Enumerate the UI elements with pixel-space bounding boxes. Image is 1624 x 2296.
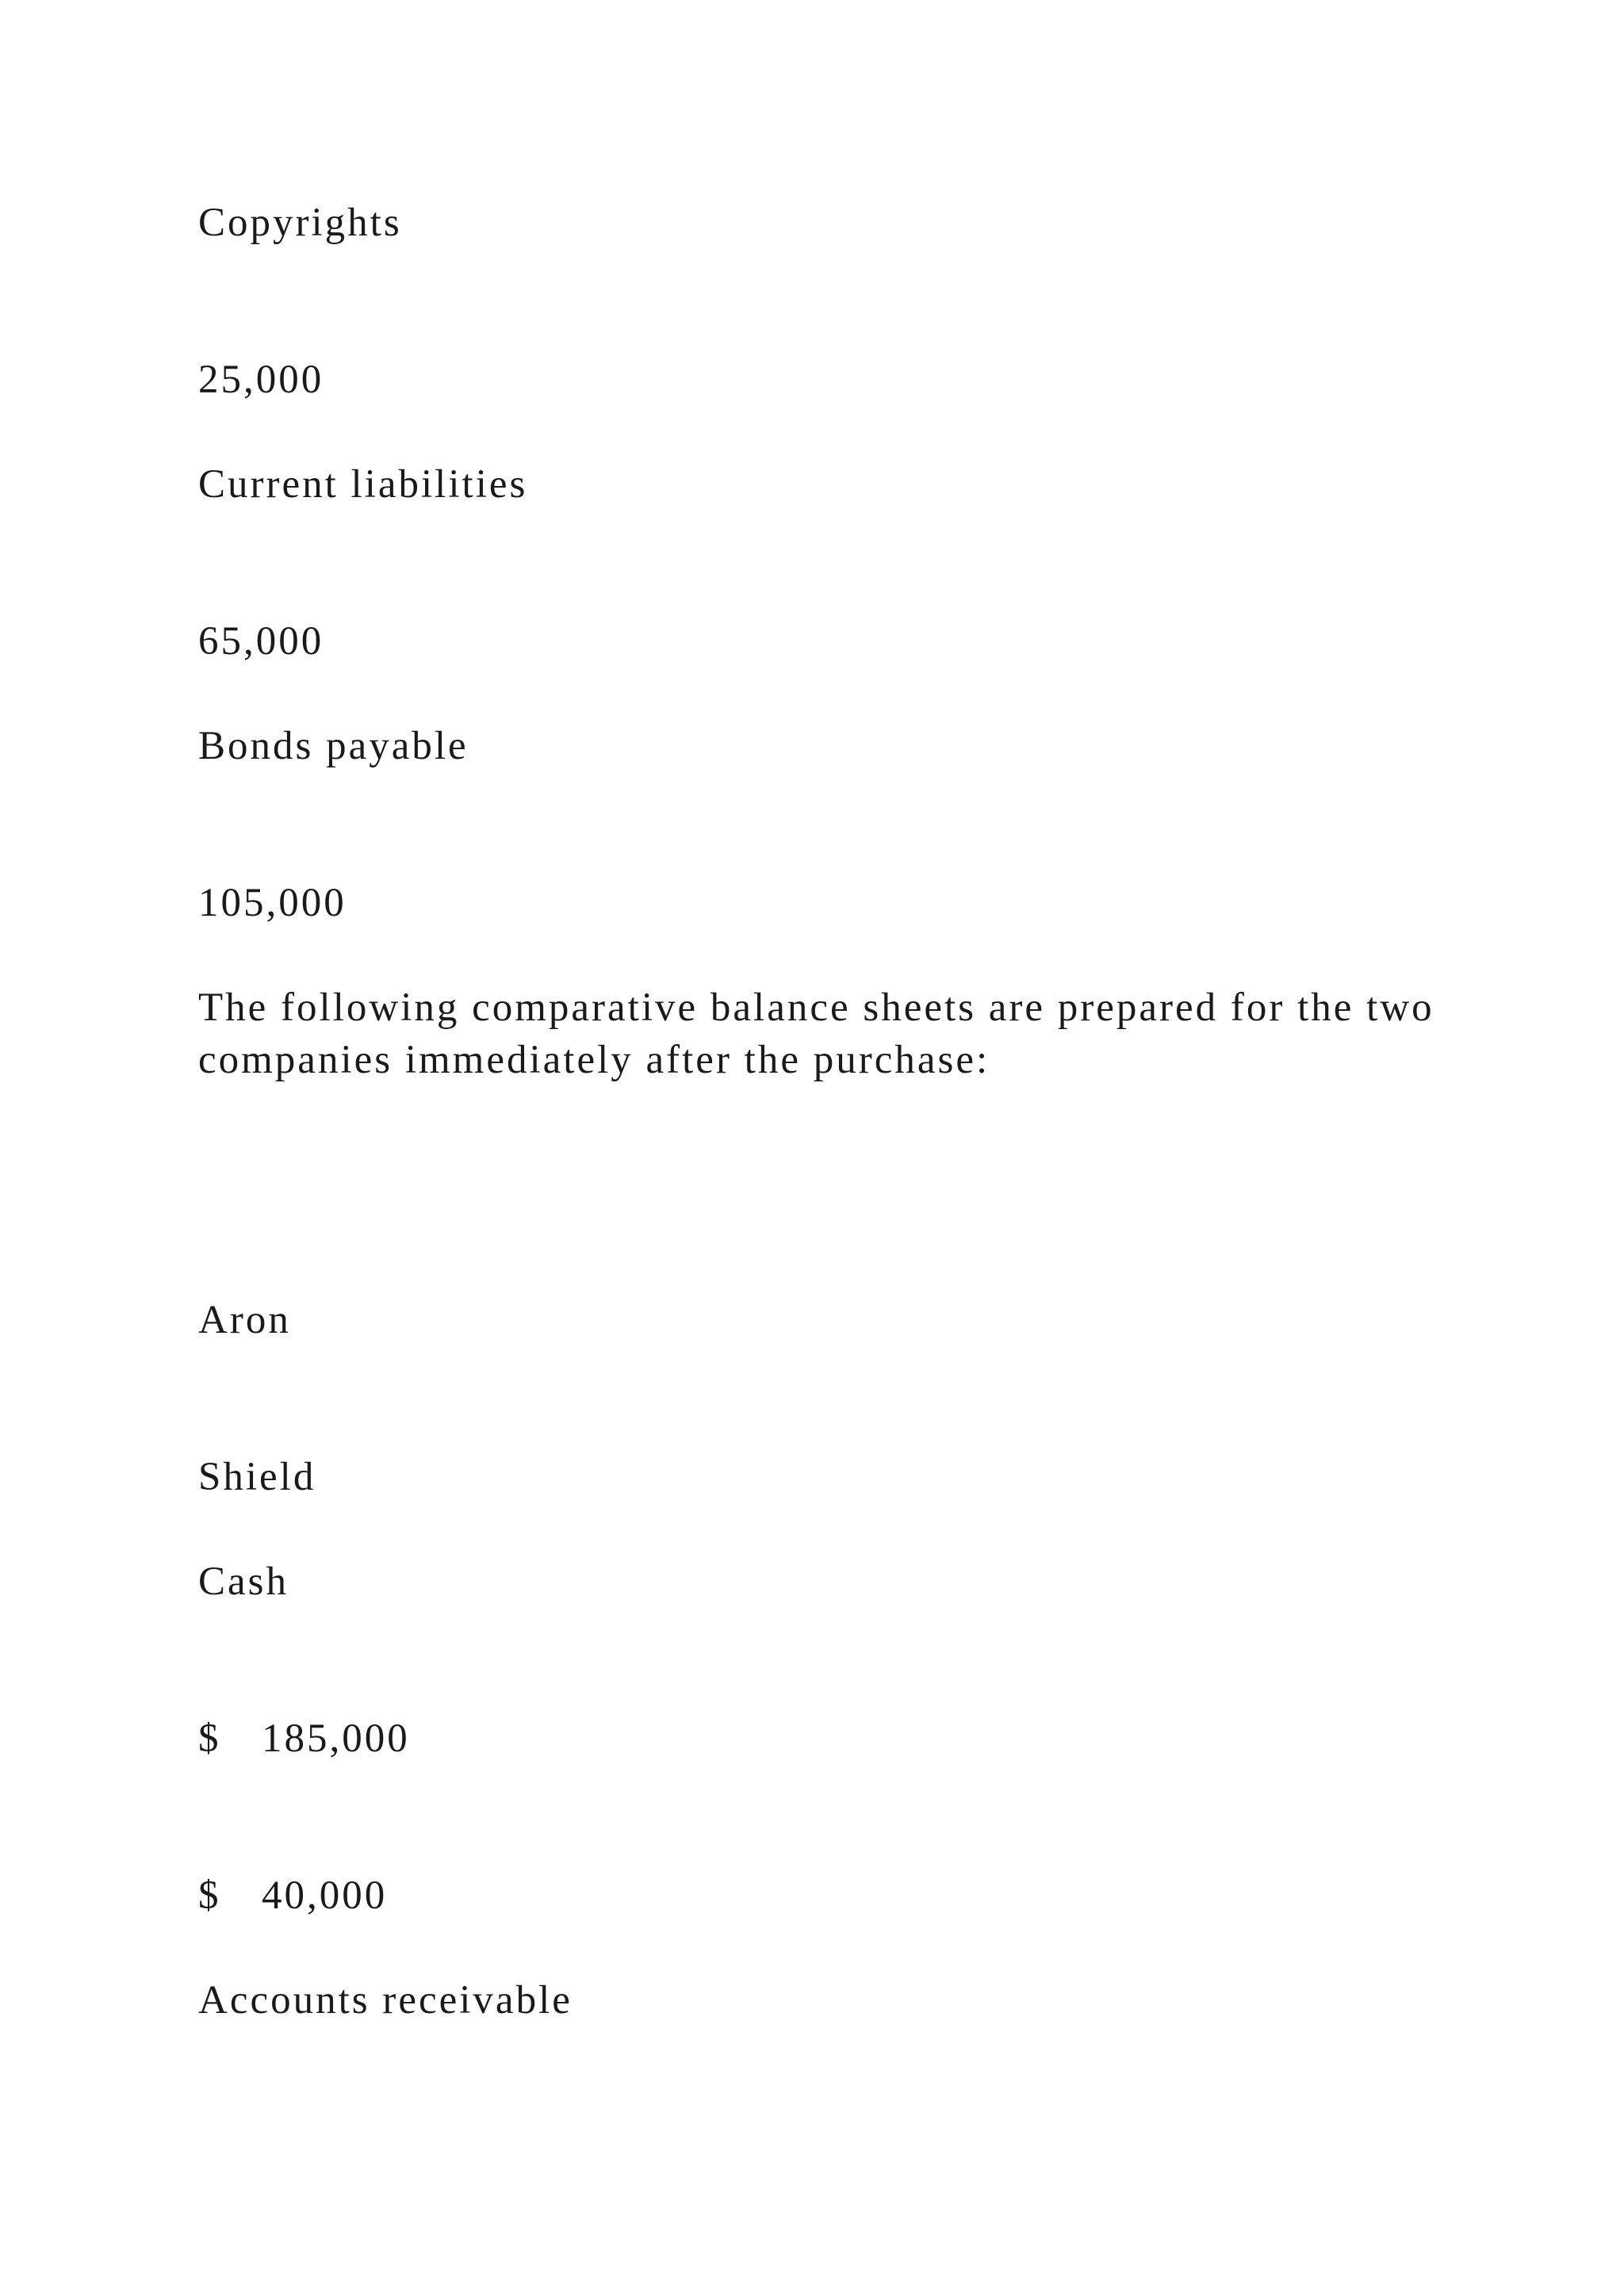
column-heading-shield: Shield [198,1455,316,1499]
copyrights-value: 25,000 [198,358,324,402]
cash-label: Cash [198,1559,289,1604]
current-liabilities-value: 65,000 [198,619,324,664]
bonds-payable-value: 105,000 [198,881,347,925]
column-heading-aron: Aron [198,1298,291,1342]
cash-aron-amount [198,1712,410,1765]
copyrights-label: Copyrights [198,201,402,245]
cash-shield-amount [198,1869,387,1922]
currency-symbol: $ [198,1873,221,1918]
amount-value: 185,000 [262,1716,410,1761]
currency-symbol: $ [198,1716,221,1761]
accounts-receivable-label: Accounts receivable [198,1978,573,2022]
current-liabilities-label: Current liabilities [198,462,528,507]
bonds-payable-label: Bonds payable [198,724,469,768]
intro-paragraph: The following comparative balance sheets are prepared for the two companies immediately after the purchase: [198,985,1434,1082]
amount-value: 40,000 [262,1873,388,1918]
